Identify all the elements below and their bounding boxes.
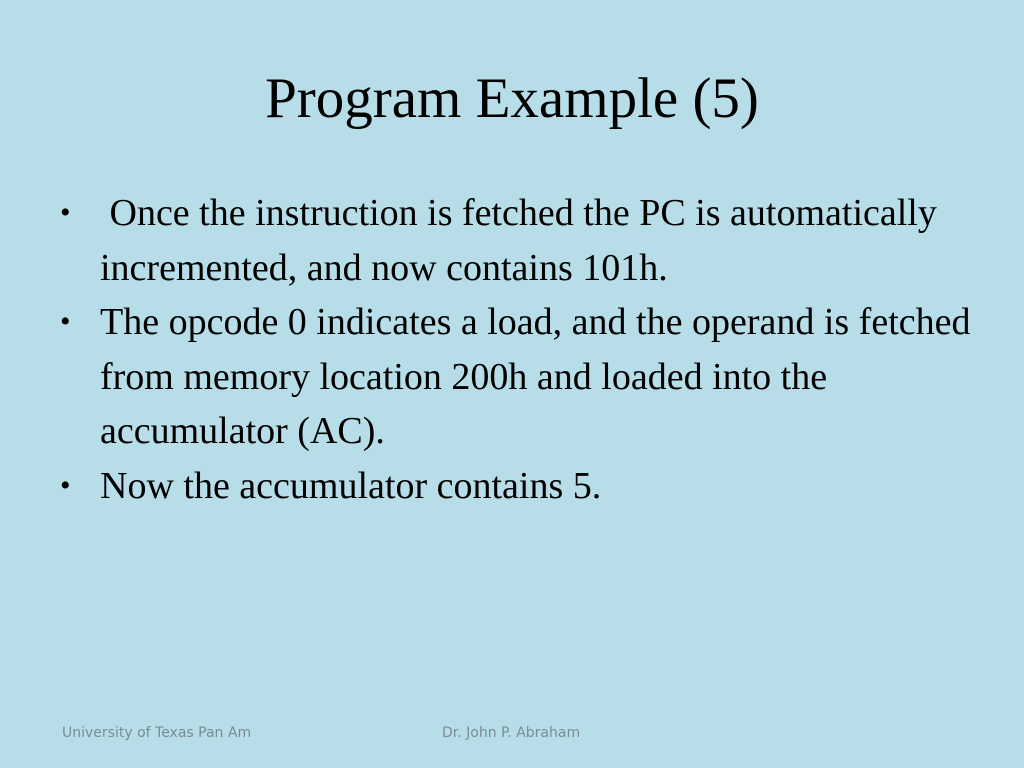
bullet-item (60, 295, 980, 459)
bullet-text: The opcode 0 indicates a load, and the operand is fetched from memory location 200h and loaded into the accumulator (AC). (100, 301, 971, 452)
bullet-item (60, 186, 980, 295)
bullet-text: Once the instruction is fetched the PC is automatically incremented, and now contains 101h. (100, 192, 947, 289)
footer-author: Dr. John P. Abraham (442, 725, 581, 741)
bullet-item (60, 459, 980, 514)
bullet-dot-icon: • (60, 305, 71, 338)
bullet-dot-icon: • (60, 468, 71, 502)
bullet-text: Now the accumulator contains 5. (100, 464, 602, 507)
bullet-list (60, 186, 980, 513)
slide-title: Program Example (5) (265, 67, 759, 130)
bullet-dot-icon: • (60, 196, 71, 229)
footer-university: University of Texas Pan Am (62, 725, 252, 741)
